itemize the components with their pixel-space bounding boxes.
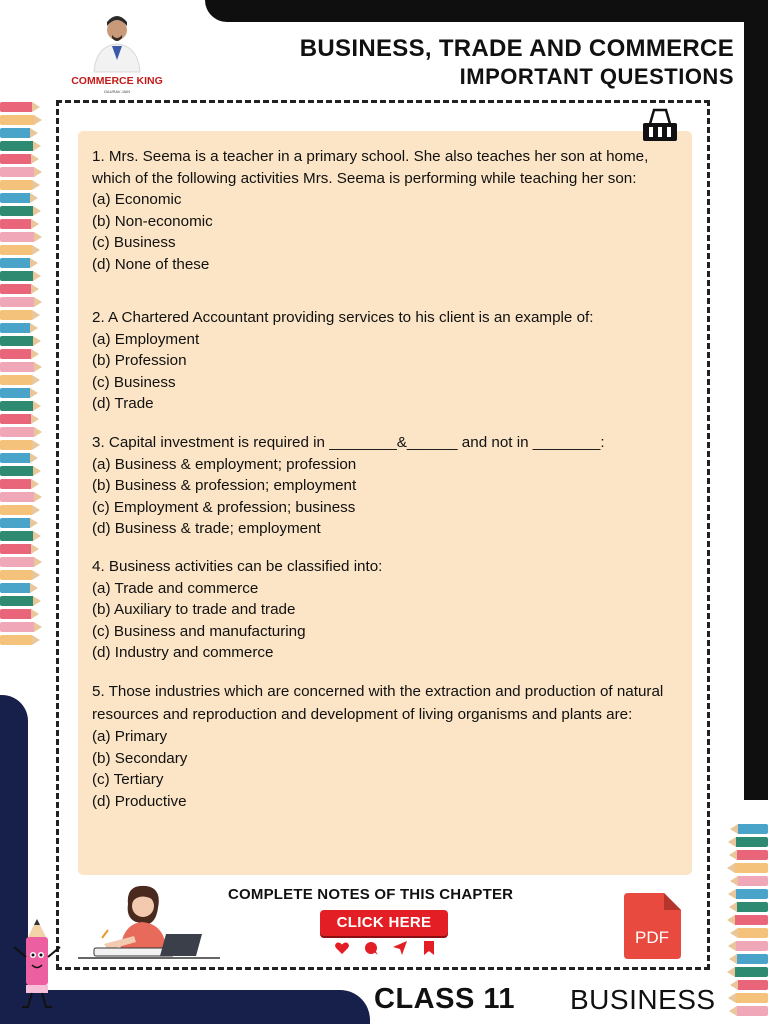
pencil-icon [0,297,34,307]
pencil-icon [0,154,31,164]
right-pencil-column [735,824,768,1016]
class-label: CLASS 11 [374,983,515,1015]
option-d: (d) Productive [92,792,187,810]
pdf-label: PDF [635,928,669,947]
pencil-icon [737,850,768,860]
option-a: (a) Economic [92,191,182,208]
pencil-icon [0,466,33,476]
pencil-icon [0,219,31,229]
question-3 [92,432,684,540]
pencil-icon [0,531,33,541]
option-d: (d) Business & trade; employment [92,520,321,537]
pencil-icon [0,414,31,424]
pencil-icon [738,876,768,886]
pdf-icon[interactable] [624,893,681,959]
option-a: (a) Employment [92,330,200,348]
pencil-icon [0,141,33,151]
pencil-icon [0,310,32,320]
pencil-icon [738,980,768,990]
option-b: (b) Secondary [92,749,188,767]
complete-notes-heading: COMPLETE NOTES OF THIS CHAPTER [228,886,514,903]
option-b: (b) Profession [92,352,187,369]
social-icons-row [334,940,437,956]
logo-text: COMMERCE KING [71,75,163,87]
option-a: (a) Business & employment; profession [92,455,357,473]
pencil-icon [0,258,30,268]
pencil-icon [0,609,31,619]
logo-subtext: GAURAV JAIN [103,89,131,94]
comment-icon[interactable] [363,940,379,956]
right-frame-band [744,0,768,800]
pencil-icon [0,128,30,138]
pencil-icon [0,505,32,515]
share-icon[interactable] [392,940,408,956]
pencil-icon [0,440,32,450]
pencil-icon [0,544,31,554]
option-c: (c) Business and manufacturing [92,622,306,640]
pencil-icon [0,245,32,255]
pencil-icon [736,941,768,951]
pencil-icon [0,570,32,580]
question-text: 1. Mrs. Seema is a teacher in a primary school. She also teaches her son at home, which of the following activities Mrs. Seema is performing while teaching her son: [92,148,649,187]
pencil-icon [737,1006,768,1016]
pencil-icon [0,271,33,281]
pencil-icon [0,583,30,593]
option-d: (d) Trade [92,395,154,412]
pencil-icon [0,596,33,606]
pencil-icon [737,902,768,912]
heart-icon[interactable] [334,940,350,956]
pencil-icon [0,102,32,112]
pencil-icon [0,453,30,463]
option-b: (b) Auxiliary to trade and trade [92,601,296,618]
commerce-king-logo [62,8,172,96]
question-text: 4. Business activities can be classified into: [92,558,383,575]
pencil-icon [736,837,768,847]
pencil-icon [0,193,30,203]
pencil-icon [0,284,31,294]
page-subtitle: IMPORTANT QUESTIONS [459,64,734,89]
option-d: (d) Industry and commerce [92,644,274,661]
page-title: BUSINESS, TRADE AND COMMERCE [299,35,734,62]
option-c: (c) Tertiary [92,771,164,788]
pencil-icon [0,518,30,528]
question-4 [92,556,684,664]
binder-clip-icon [640,108,680,144]
bookmark-icon[interactable] [421,940,437,956]
question-5 [92,681,684,812]
pencil-icon [0,206,33,216]
pencil-icon [738,928,768,938]
subject-label: BUSINESS [570,984,716,1015]
option-c: (c) Business [92,234,176,251]
option-c: (c) Business [92,373,176,391]
option-d: (d) None of these [92,255,210,273]
option-b: (b) Non-economic [92,212,213,230]
pencil-icon [0,115,34,125]
pencil-icon [0,492,34,502]
pencil-mascot-illustration [8,917,66,1012]
pencil-icon [0,557,34,567]
pencil-icon [0,349,31,359]
click-here-button[interactable]: CLICK HERE [320,910,448,936]
option-a: (a) Primary [92,728,168,745]
pencil-icon [735,863,768,873]
question-text: 3. Capital investment is required in ________&______ and not in ________: [92,434,605,451]
option-a: (a) Trade and commerce [92,579,259,597]
question-text: 2. A Chartered Accountant providing services to his client is an example of: [92,309,594,326]
pencil-icon [738,824,768,834]
pencil-icon [735,915,768,925]
pencil-icon [0,323,30,333]
pencil-icon [0,167,34,177]
pencil-icon [0,336,33,346]
pencil-icon [0,375,32,385]
option-c: (c) Employment & profession; business [92,498,356,516]
pencil-icon [0,401,33,411]
pencil-icon [0,635,32,645]
top-frame-band [205,0,768,22]
left-pencil-column [0,102,34,645]
pencil-icon [0,479,31,489]
question-1 [92,146,684,275]
pencil-icon [0,232,34,242]
pencil-icon [0,388,30,398]
question-2 [92,307,684,415]
option-b: (b) Business & profession; employment [92,477,357,494]
pencil-icon [736,993,768,1003]
pencil-icon [736,889,768,899]
student-illustration [74,882,224,972]
pencil-icon [737,954,768,964]
pencil-icon [0,622,34,632]
pencil-icon [0,180,32,190]
pencil-icon [735,967,768,977]
pencil-icon [0,427,34,437]
question-text: 5. Those industries which are concerned with the extraction and production of natural resources and reproduction and development of living organisms and plants are: [92,683,664,723]
pencil-icon [0,362,34,372]
